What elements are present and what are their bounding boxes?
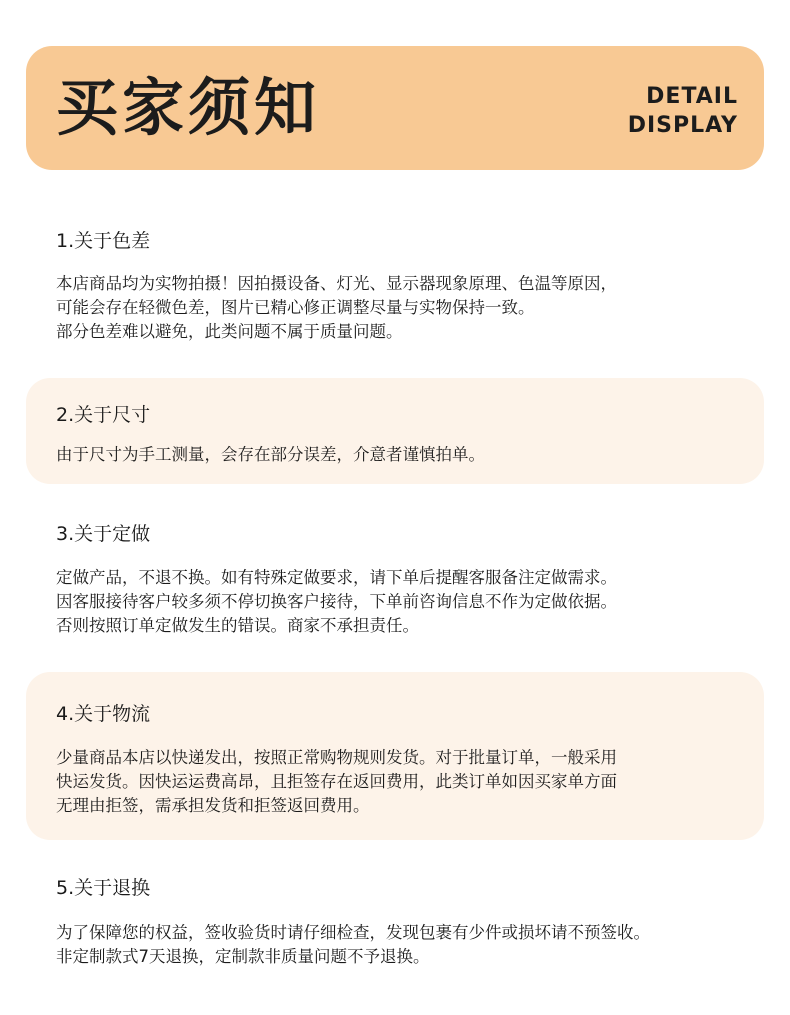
section-title: 5.关于退换	[56, 877, 151, 899]
section-color-difference	[26, 210, 764, 360]
header-banner	[26, 46, 764, 170]
section-title: 2.关于尺寸	[56, 404, 151, 426]
body-line: 无理由拒签，需承担发货和拒签返回费用。	[56, 796, 370, 815]
page-title: 买家须知	[56, 71, 321, 144]
section-title: 3.关于定做	[56, 523, 151, 545]
section-custom-order	[26, 505, 764, 655]
body-line: 非定制款式7天退换，定制款非质量问题不予退换。	[56, 947, 430, 966]
section-returns	[26, 858, 764, 988]
body-line: 快运发货。因快运运费高昂，且拒签存在返回费用，此类订单如因买家单方面	[56, 772, 617, 791]
section-size	[26, 378, 764, 484]
body-line: 因客服接待客户较多须不停切换客户接待，下单前咨询信息不作为定做依据。	[56, 592, 617, 611]
header-subtitle-line1: DETAIL	[646, 84, 738, 109]
body-line: 少量商品本店以快递发出，按照正常购物规则发货。对于批量订单，一般采用	[56, 748, 617, 767]
header-subtitle-line2: DISPLAY	[627, 113, 738, 138]
body-line: 由于尺寸为手工测量，会存在部分误差，介意者谨慎拍单。	[56, 445, 485, 464]
section-body	[56, 746, 764, 818]
section-body	[56, 566, 764, 638]
body-line: 定做产品，不退不换。如有特殊定做要求，请下单后提醒客服备注定做需求。	[56, 568, 617, 587]
body-line: 部分色差难以避免，此类问题不属于质量问题。	[56, 322, 403, 341]
body-line: 本店商品均为实物拍摄！因拍摄设备、灯光、显示器现象原理、色温等原因，	[56, 274, 617, 293]
section-title: 4.关于物流	[56, 703, 151, 725]
body-line: 否则按照订单定做发生的错误。商家不承担责任。	[56, 616, 419, 635]
body-line: 为了保障您的权益，签收验货时请仔细检查，发现包裹有少件或损坏请不预签收。	[56, 923, 650, 942]
section-body	[56, 921, 764, 969]
body-line: 可能会存在轻微色差，图片已精心修正调整尽量与实物保持一致。	[56, 298, 535, 317]
section-title: 1.关于色差	[56, 230, 151, 252]
section-body	[56, 443, 764, 467]
section-body	[56, 272, 764, 344]
section-logistics	[26, 672, 764, 840]
header-subtitle	[628, 82, 738, 140]
